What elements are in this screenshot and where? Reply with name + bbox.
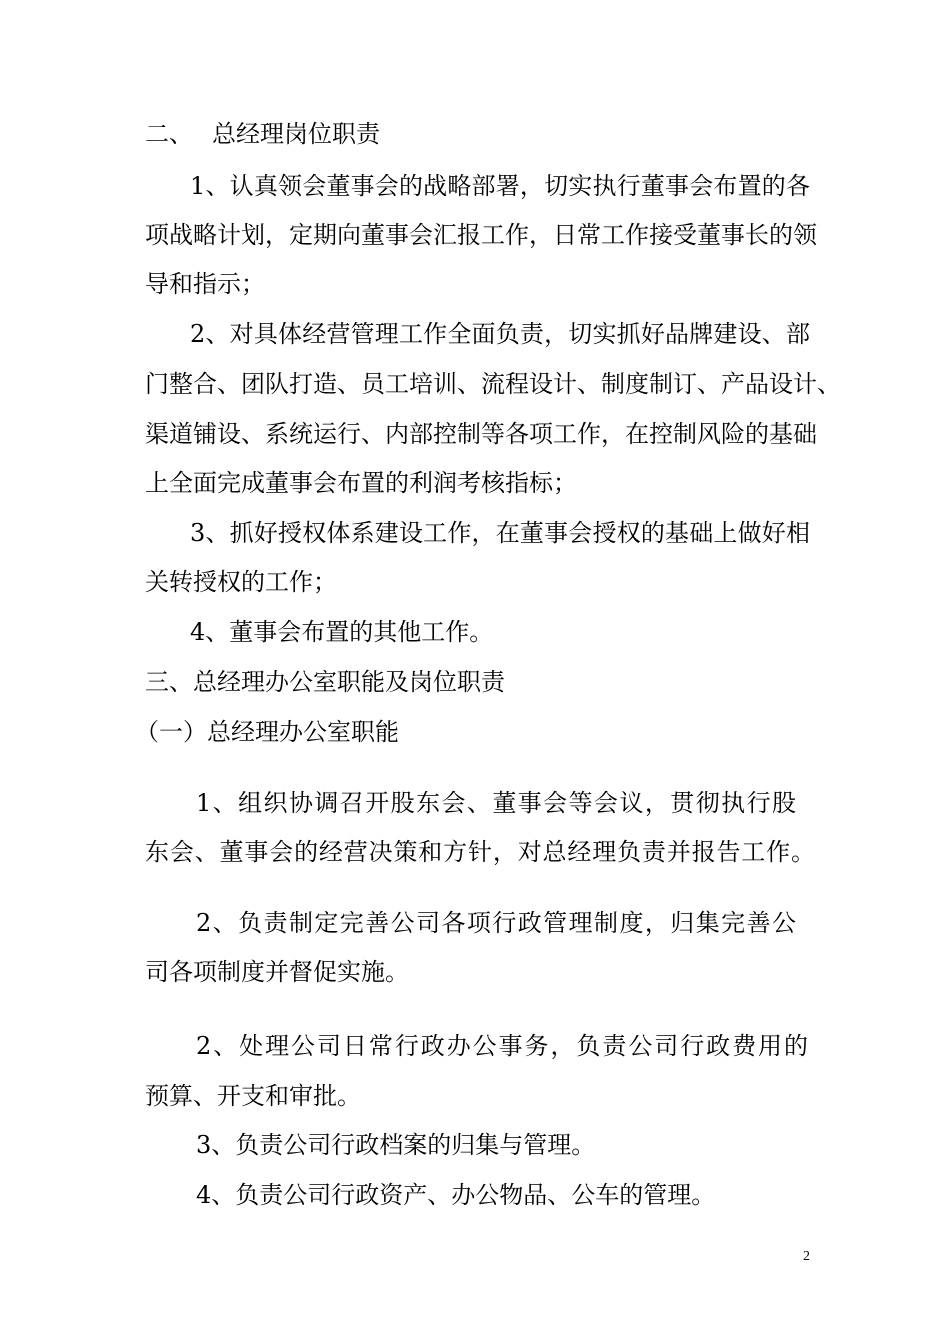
section-3-item-1-line-2: 东会、董事会的经营决策和方针，对总经理负责并报告工作。 (145, 838, 815, 866)
section-2-item-1-line-1: 1、认真领会董事会的战略部署，切实执行董事会布置的各 (190, 172, 810, 200)
section-3-item-1-line-1: 1、组织协调召开股东会、董事会等会议，贯彻执行股 (196, 789, 796, 817)
section-2-item-2-line-3: 渠道铺设、系统运行、内部控制等各项工作，在控制风险的基础 (145, 420, 817, 448)
section-2-item-4-line-1: 4、董事会布置的其他工作。 (190, 618, 494, 646)
section-2-item-1-line-3: 导和指示； (145, 270, 265, 298)
section-3-subheading: （一）总经理办公室职能 (135, 718, 399, 746)
section-3-heading: 三、总经理办公室职能及岗位职责 (145, 668, 505, 696)
section-2-heading-title: 总经理岗位职责 (212, 120, 380, 148)
section-2-item-1-line-2: 项战略计划，定期向董事会汇报工作，日常工作接受董事长的领 (145, 221, 817, 249)
section-3-item-3-line-1: 3、负责公司行政档案的归集与管理。 (196, 1131, 596, 1159)
section-2-item-2-line-4: 上全面完成董事会布置的利润考核指标； (145, 469, 577, 497)
section-3-item-2a-line-1: 2、负责制定完善公司各项行政管理制度，归集完善公 (196, 909, 796, 937)
section-3-item-2b-line-1: 2、处理公司日常行政办公事务，负责公司行政费用的 (196, 1032, 808, 1060)
section-2-item-2-line-1: 2、对具体经营管理工作全面负责，切实抓好品牌建设、部 (190, 320, 810, 348)
section-2-item-3-line-1: 3、抓好授权体系建设工作，在董事会授权的基础上做好相 (190, 519, 810, 547)
section-3-item-4-line-1: 4、负责公司行政资产、办公物品、公车的管理。 (196, 1181, 716, 1209)
section-2-item-2-line-2: 门整合、团队打造、员工培训、流程设计、制度制订、产品设计、 (145, 370, 841, 398)
section-3-item-2b-line-2: 预算、开支和审批。 (145, 1082, 361, 1110)
section-3-item-2a-line-2: 司各项制度并督促实施。 (145, 958, 409, 986)
section-2-heading-number: 二、 (145, 120, 193, 148)
page-number: 2 (803, 1249, 810, 1264)
section-2-item-3-line-2: 关转授权的工作； (145, 568, 337, 596)
